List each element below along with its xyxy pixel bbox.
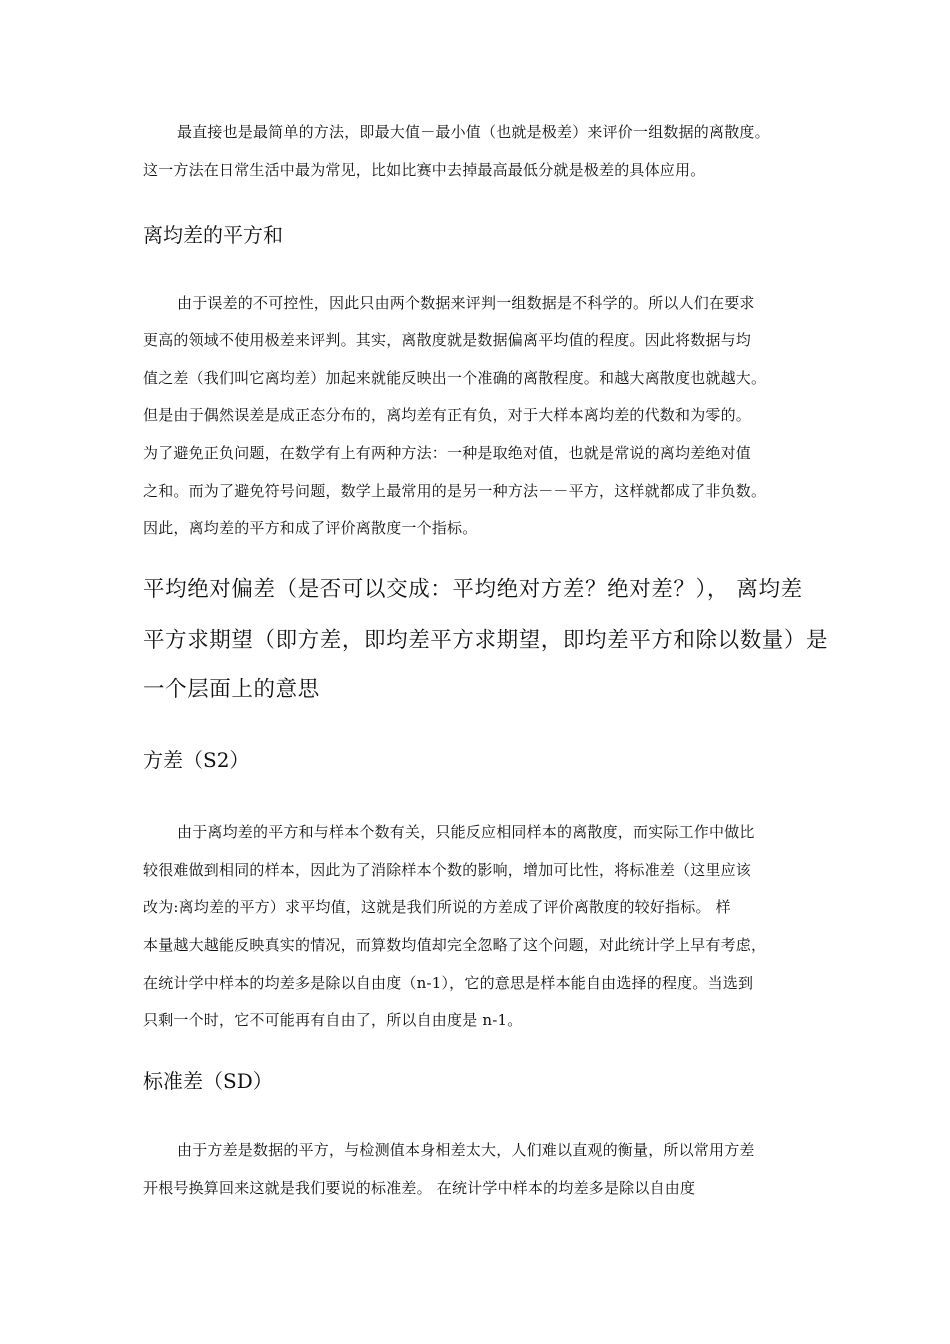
paragraph-line: 最直接也是最简单的方法，即最大值－最小值（也就是极差）来评价一组数据的离散度。: [177, 123, 770, 141]
paragraph-line: 由于误差的不可控性，因此只由两个数据来评判一组数据是不科学的。所以人们在要求: [177, 294, 755, 312]
paragraph-line: 这一方法在日常生活中最为常见，比如比赛中去掉最高最低分就是极差的具体应用。: [143, 161, 706, 179]
paragraph-line: 因此，离均差的平方和成了评价离散度一个指标。: [143, 519, 478, 537]
section-heading-sum-of-squares: 离均差的平方和: [143, 223, 283, 247]
paragraph-line: 本量越大越能反映真实的情况，而算数均值却完全忽略了这个问题，对此统计学上早有考虑，: [143, 936, 767, 954]
paragraph-line: 但是由于偶然误差是成正态分布的，离均差有正有负，对于大样本离均差的代数和为零的。: [143, 406, 752, 424]
paragraph-line: 由于方差是数据的平方，与检测值本身相差太大，人们难以直观的衡量，所以常用方差: [177, 1141, 755, 1159]
paragraph-line: 较很难做到相同的样本，因此为了消除样本个数的影响，增加可比性，将标准差（这里应该: [143, 861, 752, 879]
paragraph-line: 之和。而为了避免符号问题，数学上最常用的是另一种方法－－平方，这样就都成了非负数。: [143, 482, 767, 500]
paragraph-line: 由于离均差的平方和与样本个数有关，只能反应相同样本的离散度，而实际工作中做比: [177, 823, 755, 841]
paragraph-line: 开根号换算回来这就是我们要说的标准差。 在统计学中样本的均差多是除以自由度: [143, 1179, 696, 1197]
section-heading-std-dev: 标准差（SD）: [143, 1069, 273, 1093]
paragraph-line: 为了避免正负问题，在数学有上有两种方法：一种是取绝对值，也就是常说的离均差绝对值: [143, 444, 752, 462]
note-line: 平均绝对偏差（是否可以交成：平均绝对方差？绝对差？）， 离均差: [143, 577, 803, 602]
note-line: 一个层面上的意思: [143, 677, 320, 702]
paragraph-line: 在统计学中样本的均差多是除以自由度（n-1），它的意思是样本能自由选择的程度。当选到: [143, 974, 754, 992]
paragraph-line: 更高的领域不使用极差来评判。其实，离散度就是数据偏离平均值的程度。因此将数据与均: [143, 331, 752, 349]
paragraph-line: 值之差（我们叫它离均差）加起来就能反映出一个准确的离散程度。和越大离散度也就越大。: [143, 369, 767, 387]
section-heading-variance: 方差（S2）: [143, 748, 250, 772]
note-line: 平方求期望（即方差，即均差平方求期望，即均差平方和除以数量）是: [143, 628, 829, 653]
paragraph-line: 只剩一个时，它不可能再有自由了，所以自由度是 n-1。: [143, 1011, 523, 1029]
paragraph-line: 改为:离均差的平方）求平均值，这就是我们所说的方差成了评价离散度的较好指标。 样: [143, 898, 731, 916]
